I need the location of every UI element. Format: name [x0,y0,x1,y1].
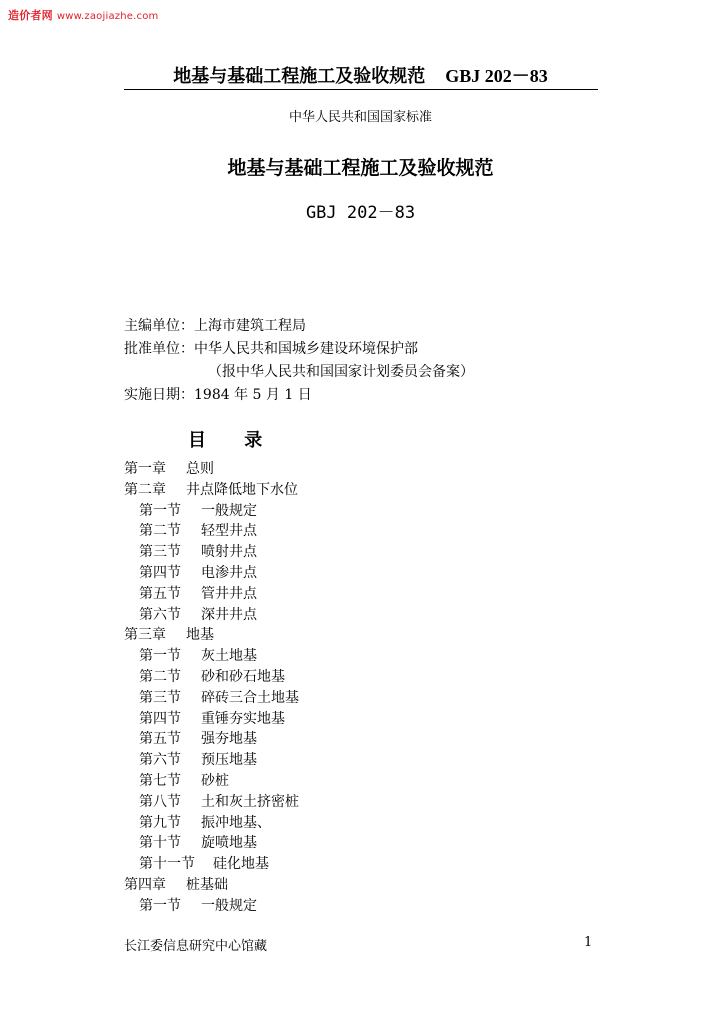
toc-entry-title: 桩基础 [186,876,228,893]
toc-entry [124,667,299,688]
page-number: 1 [584,935,593,950]
toc-entry-number: 第九节 [139,814,181,831]
toc-entry [124,625,299,646]
toc-entry [124,480,299,501]
toc-entry-number: 第三节 [139,689,181,706]
toc-entry-title: 井点降低地下水位 [186,481,298,498]
toc-entry-number: 第四节 [139,564,181,581]
toc-entry-title: 碎砖三合土地基 [201,689,299,706]
toc-entry-number: 第五节 [139,731,181,748]
toc-entry-number: 第十节 [139,835,181,852]
watermark [8,7,158,23]
header-divider [124,89,598,90]
toc-entry [124,709,299,730]
toc-entry-title: 振冲地基、 [201,814,271,831]
toc-entry-number: 第二节 [139,523,181,540]
document-meta [124,315,474,407]
toc-entry-title: 一般规定 [201,897,257,914]
toc-entry [124,646,299,667]
toc-entry [124,854,299,875]
toc-entry-title: 电渗井点 [201,564,257,581]
toc-entry-number: 第一节 [139,502,181,519]
filing-note: （报中华人民共和国国家计划委员会备案） [208,364,474,380]
toc-entry-title: 轻型井点 [201,523,257,540]
toc-entry [124,875,299,896]
toc-entry-number: 第十一节 [139,856,195,873]
toc-entry [124,605,299,626]
toc-entry [124,563,299,584]
document-title: 地基与基础工程施工及验收规范 [227,157,494,179]
toc-entry-number: 第七节 [139,772,181,789]
toc-entry [124,771,299,792]
toc-entry-title: 土和灰土挤密桩 [201,793,299,810]
toc-entry-title: 地基 [186,627,214,644]
toc-entry [124,750,299,771]
toc-entry-title: 预压地基 [201,752,257,769]
toc-entry-number: 第二节 [139,668,181,685]
toc-entry-number: 第六节 [139,606,181,623]
toc-entry [124,542,299,563]
toc-entry [124,813,299,834]
running-header [124,62,597,88]
toc-entry-title: 管井井点 [201,585,257,602]
toc-entry [124,688,299,709]
toc-entry-title: 灰土地基 [201,648,257,665]
toc-entry-number: 第五节 [139,585,181,602]
toc-entry-number: 第一节 [139,648,181,665]
toc-entry-title: 硅化地基 [213,856,269,873]
toc-entry-number: 第三节 [139,544,181,561]
toc-entry [124,896,299,917]
toc-entry [124,459,299,480]
toc-entry-title: 旋喷地基 [201,835,257,852]
toc-entry-title: 深井井点 [201,606,257,623]
watermark-name: 造价者网 [8,9,53,22]
toc-entry-title: 强夯地基 [201,731,257,748]
toc-entry-title: 一般规定 [201,502,257,519]
toc-entry-number: 第八节 [139,793,181,810]
toc-entry-title: 砂桩 [201,772,229,789]
toc-entry-title: 重锤夯实地基 [201,710,285,727]
running-header-title: 地基与基础工程施工及验收规范 [173,66,426,87]
toc-entry-number: 第四节 [139,710,181,727]
document-code: GBJ 202－83 [305,203,416,223]
toc-entry-title: 总则 [186,461,214,477]
watermark-url: www.zaojiazhe.com [56,11,159,22]
table-of-contents [124,459,299,917]
toc-entry-number: 第四章 [124,876,166,893]
toc-entry-number: 第六节 [139,752,181,769]
approver-unit: 批准单位：中华人民共和国城乡建设环境保护部 [124,341,418,357]
footer-library: 长江委信息研究中心馆藏 [124,939,268,954]
toc-heading: 目 录 [188,430,279,451]
toc-entry [124,521,299,542]
toc-entry [124,584,299,605]
toc-entry [124,833,299,854]
running-header-code: GBJ 202－83 [445,66,548,86]
toc-entry [124,729,299,750]
toc-entry-number: 第三章 [124,627,166,644]
national-standard-label: 中华人民共和国国家标准 [288,110,432,125]
editor-unit: 主编单位：上海市建筑工程局 [124,318,306,334]
effective-date: 实施日期：1984 年 5 月 1 日 [124,387,312,403]
toc-entry-title: 砂和砂石地基 [201,668,285,685]
toc-entry [124,792,299,813]
toc-entry-title: 喷射井点 [201,544,257,561]
toc-entry-number: 第一节 [139,897,181,914]
toc-entry [124,501,299,522]
toc-entry-number: 第二章 [124,481,166,498]
toc-entry-number: 第一章 [124,461,166,477]
